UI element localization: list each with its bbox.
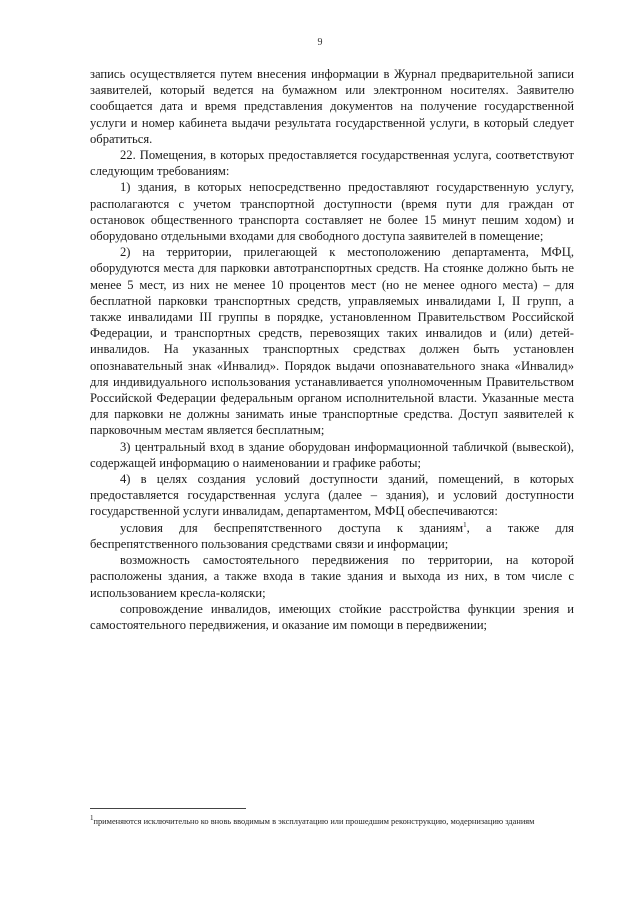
- paragraph-escort-assistance: сопровождение инвалидов, имеющих стойкие расстройства функции зрения и самостоятельного передвижения, и оказание им помощи в передвижении;: [90, 601, 574, 632]
- footnote-separator: [90, 808, 246, 809]
- paragraph-independent-movement: возможность самостоятельного передвижения по территории, на которой расположены здания, а также входа в такие здания и выхода из них, в том числе с использованием кресла-коляски;: [90, 553, 574, 600]
- paragraph-access-conditions: [90, 520, 574, 552]
- paragraph-continuation: запись осуществляется путем внесения информации в Журнал предварительной записи заявителей, который ведется на бумажном или электронном носителях. Заявителю сообщается дата и время представления документов на получение государственной услуги и номер кабинета выдачи результата государственной услуги, в который следует обратиться.: [90, 67, 574, 146]
- access-conditions-text-end: , а также для беспрепятственного пользования средствами связи и информации;: [90, 520, 574, 551]
- paragraph-subitem-4: 4) в целях создания условий доступности зданий, помещений, в которых предоставляется государственная услуга (далее – здания), и условий доступности государственной услуги инвалидам, департаментом, МФЦ обеспечиваются:: [90, 472, 574, 519]
- footnote-text: применяются исключительно ко вновь вводимым в эксплуатацию или прошедшим реконструкцию, модернизацию зданиям: [93, 817, 535, 826]
- page-number: 9: [317, 37, 323, 48]
- footnote: [90, 816, 574, 828]
- footnote-reference: 1: [463, 520, 467, 529]
- access-conditions-text-start: условия для беспрепятственного доступа к зданиям: [120, 520, 464, 535]
- footnote-marker: 1: [90, 814, 94, 823]
- paragraph-subitem-2: 2) на территории, прилегающей к местоположению департамента, МФЦ, оборудуются места для парковки автотранспортных средств. На стоянке должно быть не менее 5 мест, из них не менее 10 процентов мест (но не менее одного места) – для бесплатной парковки транспортных средств, управляемых инвалидами I, II групп, а также инвалидами III группы в порядке, установленном Правительством Российской Федерации, и транспортных средств, перевозящих таких инвалидов и (или) детей-инвалидов. На указанных транспортных средствах должен быть установлен опознавательный знак «Инвалид». Порядок выдачи опознавательного знака «Инвалид» для индивидуального использования устанавливается уполномоченным Правительством Российской Федерации федеральным органом исполнительной власти. Указанные места для парковки не должны занимать иные транспортные средства. Доступ заявителей к парковочным местам является бесплатным;: [90, 245, 574, 438]
- paragraph-subitem-3: 3) центральный вход в здание оборудован информационной табличкой (вывеской), содержащей информацию о наименовании и графике работы;: [90, 439, 574, 470]
- paragraph-subitem-1: 1) здания, в которых непосредственно предоставляют государственную услугу, располагаются с учетом транспортной доступности (время пути для граждан от остановок общественного транспорта составляет не более 15 минут пешим ходом) и оборудовано отдельными входами для свободного доступа заявителей в помещение;: [90, 180, 574, 244]
- paragraph-item-22: 22. Помещения, в которых предоставляется государственная услуга, соответствуют следующим требованиям:: [90, 148, 574, 179]
- body-text: [90, 66, 574, 633]
